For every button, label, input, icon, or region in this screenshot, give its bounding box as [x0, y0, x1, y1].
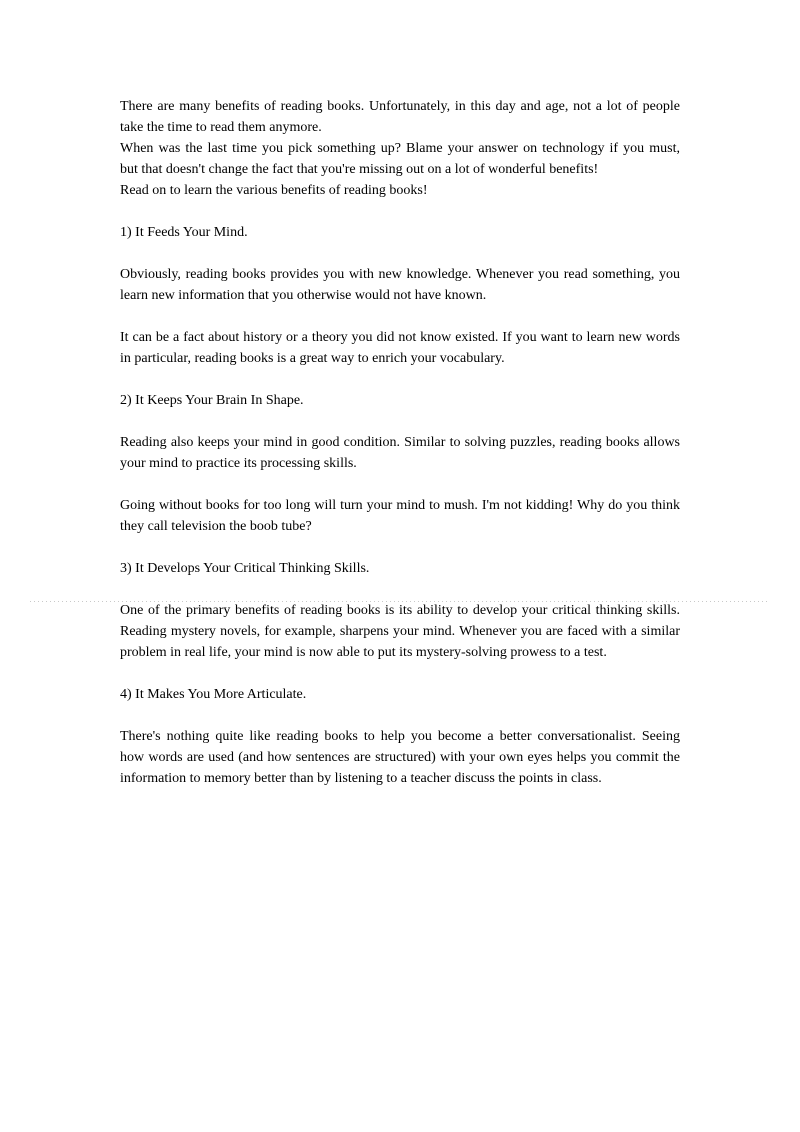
heading-benefit-1 [120, 222, 680, 243]
text-line: Obviously, reading books provides you with new knowledge. Whenever you read something, you [120, 267, 680, 282]
text-line: how words are used (and how sentences are structured) with your own eyes helps you commit the [120, 750, 680, 765]
benefit-2-paragraph-2 [120, 495, 680, 537]
text-line: learn new information that you otherwise would not have known. [120, 288, 487, 303]
intro-paragraph-1 [120, 96, 680, 138]
text-line: information to memory better than by listening to a teacher discuss the points in class. [120, 771, 602, 786]
text-line: in particular, reading books is a great way to enrich your vocabulary. [120, 351, 505, 366]
text-line: but that doesn't change the fact that you're missing out on a lot of wonderful benefits! [120, 162, 599, 177]
heading-benefit-3 [120, 558, 680, 579]
text-line: Reading mystery novels, for example, sharpens your mind. Whenever you are faced with a similar [120, 624, 680, 639]
text-line: Reading also keeps your mind in good condition. Similar to solving puzzles, reading books allows [120, 435, 680, 450]
benefit-2-paragraph-1 [120, 432, 680, 474]
text-line: take the time to read them anymore. [120, 120, 322, 135]
text-line: Going without books for too long will turn your mind to mush. I'm not kidding! Why do you think [120, 498, 680, 513]
benefit-1-paragraph-1 [120, 264, 680, 306]
text-line: problem in real life, your mind is now able to put its mystery-solving prowess to a test. [120, 645, 607, 660]
benefit-3-paragraph-1 [120, 600, 680, 663]
text-line: There are many benefits of reading books. Unfortunately, in this day and age, not a lot of people [120, 99, 680, 114]
page-break-divider [30, 601, 770, 602]
heading-benefit-2 [120, 390, 680, 411]
text-line: There's nothing quite like reading books to help you become a better conversationalist. Seeing [120, 729, 680, 744]
section-heading: 4) It Makes You More Articulate. [120, 687, 307, 702]
text-line: they call television the boob tube? [120, 519, 312, 534]
text-line: It can be a fact about history or a theory you did not know existed. If you want to learn new words [120, 330, 680, 345]
text-line: When was the last time you pick something up? Blame your answer on technology if you must, [120, 141, 680, 156]
section-heading: 1) It Feeds Your Mind. [120, 225, 248, 240]
text-line: One of the primary benefits of reading books is its ability to develop your critical thinking skills. [120, 603, 680, 618]
intro-paragraph-2 [120, 138, 680, 180]
benefit-4-paragraph-1 [120, 726, 680, 789]
section-heading: 3) It Develops Your Critical Thinking Skills. [120, 561, 370, 576]
document-content [120, 96, 680, 789]
section-heading: 2) It Keeps Your Brain In Shape. [120, 393, 304, 408]
intro-paragraph-3 [120, 180, 680, 201]
benefit-1-paragraph-2 [120, 327, 680, 369]
heading-benefit-4 [120, 684, 680, 705]
text-line: Read on to learn the various benefits of reading books! [120, 183, 428, 198]
text-line: your mind to practice its processing skills. [120, 456, 357, 471]
